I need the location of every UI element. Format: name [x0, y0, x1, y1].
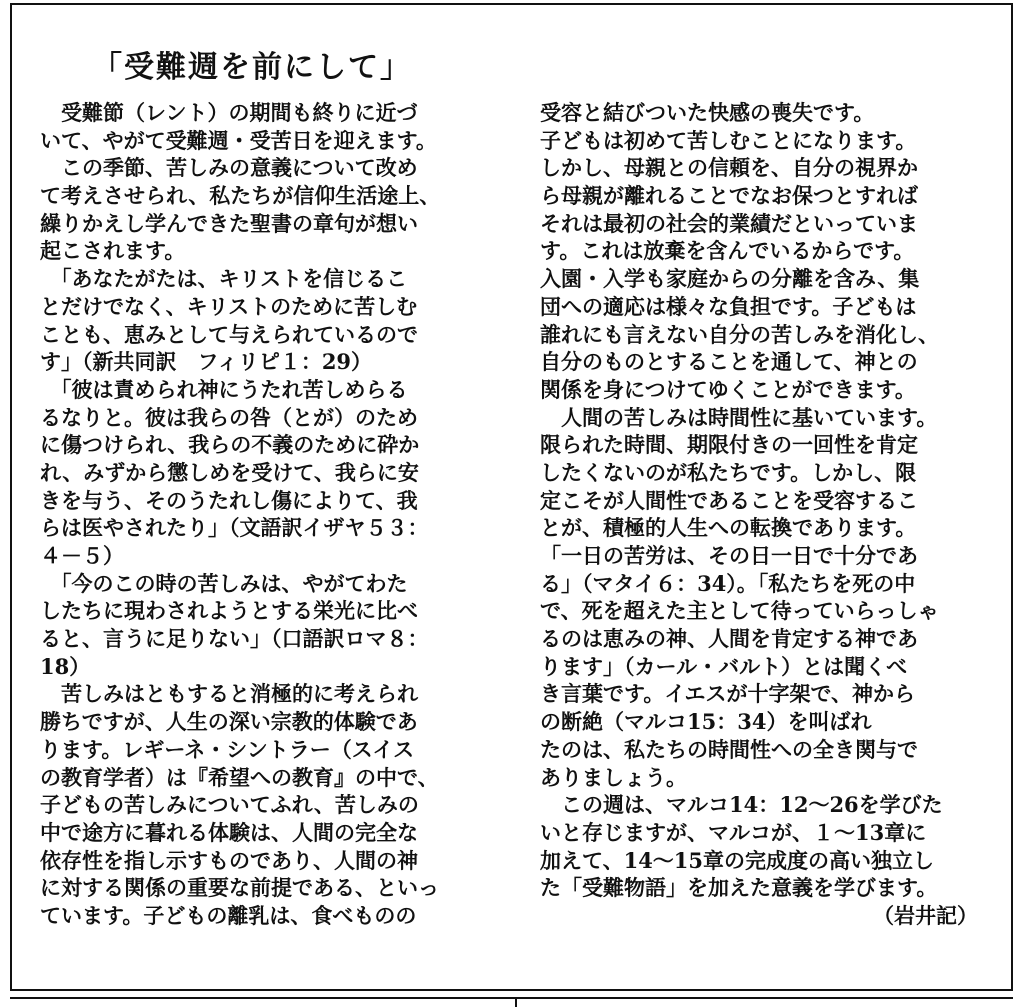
text-line: ています。子どもの離乳は、食べものの	[40, 902, 417, 928]
left-column	[40, 99, 505, 930]
text-line: しかし、母親との信頼を、自分の視界か	[540, 155, 918, 181]
text-line: 人間の苦しみは時間性に基いています。	[540, 404, 938, 430]
text-line: 勝ちですが、人生の深い宗教的体験であ	[40, 709, 418, 735]
text-line: 関係を身につけてゆくことができます。	[540, 376, 916, 402]
text-line: きを与う、そのうたれし傷によりて、我	[40, 487, 418, 513]
text-line: る」（マタイ６：34）。「私たちを死の中	[540, 570, 916, 596]
text-line: の断絶（マルコ15：34）を叫ばれ	[540, 709, 872, 735]
text-line: 誰れにも言えない自分の苦しみを消化し、	[540, 321, 939, 347]
text-line: の教育学者）は『希望への教育』の中で、	[40, 764, 439, 790]
text-line: に対する関係の重要な前提である、といっ	[40, 875, 439, 901]
text-line: 入園・入学も家庭からの分離を含み、集	[540, 266, 920, 292]
text-line: 依存性を指し示すものであり、人間の神	[40, 847, 418, 873]
text-line: ります。レギーネ・シントラー（スイス	[40, 736, 415, 762]
author-signature: （岩井記）	[873, 902, 978, 928]
text-line: き言葉です。イエスが十字架で、神から	[540, 681, 916, 707]
text-line: に傷つけられ、我らの不義のために砕か	[40, 432, 420, 458]
text-line: 「今のこの時の苦しみは、やがてわた	[40, 570, 408, 596]
text-line: いと存じますが、マルコが、１～13章に	[540, 819, 927, 845]
text-line: とが、積極的人生への転換であります。	[540, 515, 917, 541]
article-title: 「受難週を前にして」	[92, 50, 412, 85]
text-line: るのは恵みの神、人間を肯定する神であ	[540, 626, 918, 652]
text-line: れ、みずから懲しめを受けて、我らに安	[40, 459, 419, 485]
text-line: 受難節（レント）の期間も終りに近づ	[40, 100, 418, 125]
right-column	[540, 99, 1000, 930]
text-line: た「受難物語」を加えた意義を学びます。	[540, 875, 938, 901]
text-line: 子どもは初めて苦しむことになります。	[540, 127, 917, 153]
text-line: 加えて、14～15章の完成度の高い独立し	[540, 847, 935, 873]
text-line: す。これは放棄を含んでいるからです。	[540, 238, 915, 264]
bottom-divider	[515, 997, 517, 1007]
text-line: それは最初の社会的業績だといっていま	[540, 210, 918, 236]
text-line: 18）	[40, 653, 91, 679]
text-line: 団への適応は様々な負担です。子どもは	[540, 293, 917, 319]
text-line: いて、やがて受難週・受苦日を迎えます。	[40, 127, 437, 153]
text-line: とだけでなく、キリストのために苦しむ	[40, 293, 418, 319]
text-line: す」（新共同訳 フィリピ１：29）	[40, 349, 373, 375]
text-line: 自分のものとすることを通して、神との	[540, 349, 918, 375]
text-line: 子どもの苦しみについてふれ、苦しみの	[40, 792, 419, 818]
text-line: て考えさせられ、私たちが信仰生活途上、	[40, 183, 441, 209]
text-line: 限られた時間、期限付きの一回性を肯定	[540, 432, 918, 458]
text-line: 起こされます。	[40, 238, 186, 264]
text-line: 「あなたがたは、キリストを信じるこ	[40, 266, 408, 292]
text-line: るなりと。彼は我らの咎（とが）のため	[40, 404, 418, 430]
bottom-rule	[10, 997, 1013, 999]
text-line: ら母親が離れることでなお保つとすれば	[540, 183, 918, 209]
text-line: 「彼は責められ神にうたれ苦しめらる	[40, 376, 408, 402]
text-line: したちに現わされようとする栄光に比べ	[40, 598, 418, 624]
text-line: ると、言うに足りない」（口語訳ロマ８：	[40, 626, 429, 652]
text-line: 繰りかえし学んできた聖書の章句が想い	[40, 210, 418, 236]
text-line: たのは、私たちの時間性への全き関与で	[540, 736, 918, 762]
text-line: らは医やされたり」（文語訳イザヤ５３：	[40, 515, 429, 541]
text-line: 苦しみはともすると消極的に考えられ	[40, 681, 418, 707]
text-line: 中で途方に暮れる体験は、人間の完全な	[40, 819, 418, 845]
text-line: で、死を超えた主として待っていらっしゃ	[540, 598, 939, 624]
text-line: ４－５）	[40, 543, 124, 568]
text-line: したくないのが私たちです。しかし、限	[540, 459, 917, 485]
text-line: この週は、マルコ14：12～26を学びた	[540, 792, 943, 818]
text-line: ことも、恵みとして与えられているので	[40, 321, 418, 347]
text-line: ありましょう。	[540, 764, 687, 790]
text-line: ります」（カール・バルト）とは聞くべ	[540, 653, 908, 679]
text-line: 「一日の苦労は、その日一日で十分であ	[540, 543, 918, 568]
text-line: 受容と結びついた快感の喪失です。	[540, 100, 875, 125]
text-line: 定こそが人間性であることを受容するこ	[540, 487, 918, 513]
text-line: この季節、苦しみの意義について改め	[40, 155, 418, 181]
